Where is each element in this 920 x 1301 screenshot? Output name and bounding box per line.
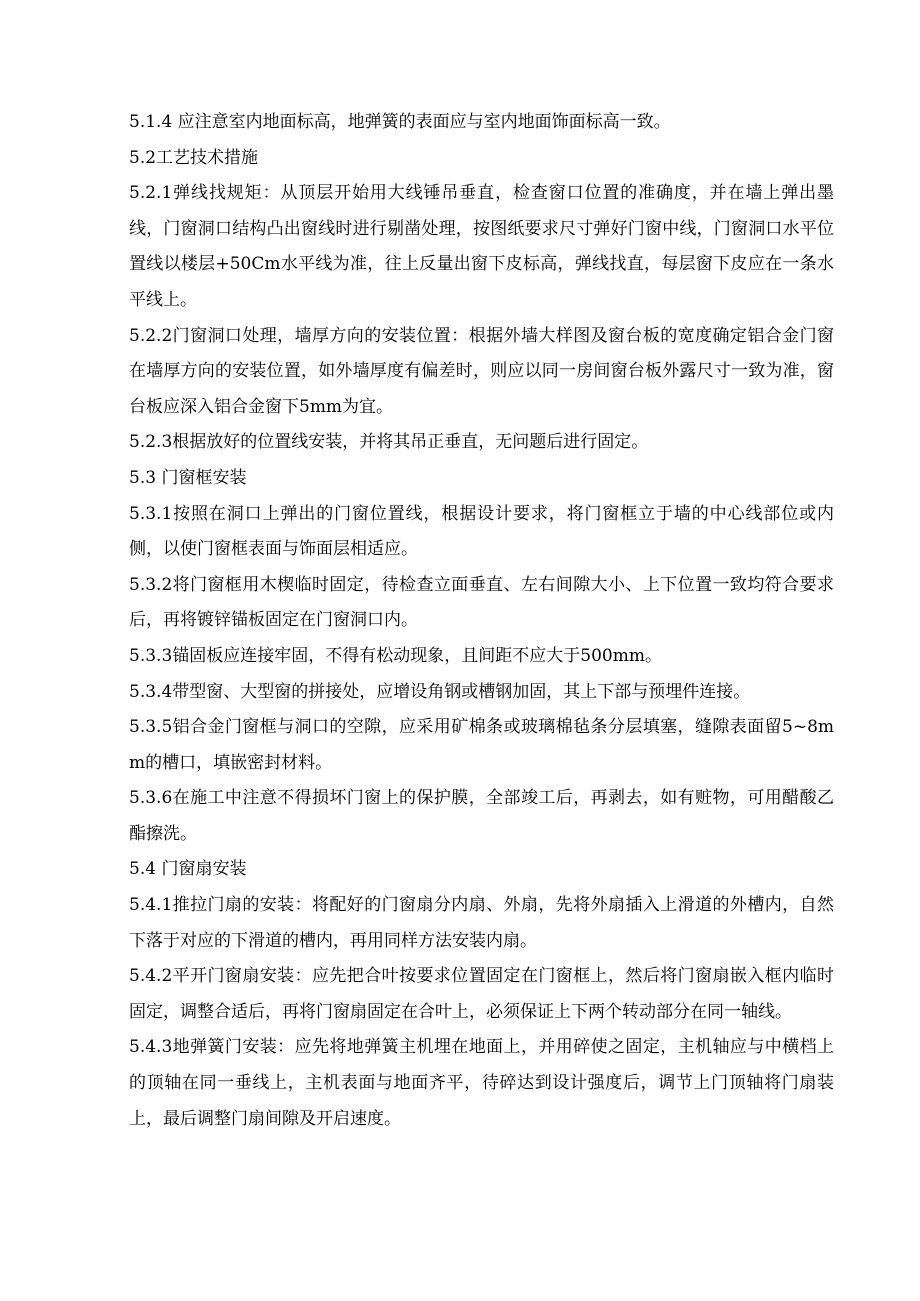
paragraph-5-3-3: 5.3.3锚固板应连接牢固，不得有松动现象，且间距不应大于500mm。 — [129, 645, 662, 666]
paragraph-5-4-3: 5.4.3地弹簧门安装：应先将地弹簧主机埋在地面上，并用碎使之固定，主机轴应与中横档上的顶轴在同一垂线上，主机表面与地面齐平，待碎达到设计强度后，调节上门顶轴将门扇装上，最后调整门扇间隙及开启速度。 — [129, 1037, 834, 1129]
paragraph-5-3-1: 5.3.1按照在洞口上弹出的门窗位置线，根据设计要求，将门窗框立于墙的中心线部位或内侧，以使门窗框表面与饰面层相适应。 — [129, 503, 834, 560]
paragraph-5-3-5: 5.3.5铝合金门窗框与洞口的空隙，应采用矿棉条或玻璃棉毡条分层填塞，缝隙表面留5~8mm的槽口，填嵌密封材料。 — [129, 717, 834, 773]
paragraph-5-4-1: 5.4.1推拉门扇的安装：将配好的门窗扇分内扇、外扇，先将外扇插入上滑道的外槽内，自然下落于对应的下滑道的槽内，再用同样方法安装内扇。 — [129, 895, 834, 951]
section-heading-5-3: 5.3 门窗框安装 — [129, 467, 247, 488]
paragraph-5-3-2: 5.3.2将门窗框用木楔临时固定，待检查立面垂直、左右间隙大小、上下位置一致均符合要求后，再将镀锌锚板固定在门窗洞口内。 — [129, 574, 834, 631]
paragraph-5-4-2: 5.4.2平开门窗扇安装：应先把合叶按要求位置固定在门窗框上，然后将门窗扇嵌入框内临时固定，调整合适后，再将门窗扇固定在合叶上，必须保证上下两个转动部分在同一轴线。 — [129, 966, 834, 1022]
paragraph-5-3-6: 5.3.6在施工中注意不得损坏门窗上的保护膜，全部竣工后，再剥去，如有赃物，可用醋酸乙酯擦洗。 — [129, 788, 834, 844]
document-page — [129, 105, 834, 1137]
paragraph-5-2-3: 5.2.3根据放好的位置线安装，并将其吊正垂直，无问题后进行固定。 — [129, 432, 649, 453]
paragraph-5-2-1: 5.2.1弹线找规矩：从顶层开始用大线锤吊垂直，检查窗口位置的准确度，并在墙上弹出墨线，门窗洞口结构凸出窗线时进行剔凿处理，按图纸要求尺寸弹好门窗中线，门窗洞口水平位置线以楼层+50Cm水平线为准，往上反量出窗下皮标高，弹线找直，每层窗下皮应在一条水平线上。 — [129, 183, 834, 310]
paragraph-5-2-2: 5.2.2门窗洞口处理，墙厚方向的安装位置：根据外墙大样图及窗台板的宽度确定铝合金门窗在墙厚方向的安装位置，如外墙厚度有偏差时，则应以同一房间窗台板外露尺寸一致为准，窗台板应深入铝合金窗下5mm为宜。 — [129, 325, 834, 417]
section-heading-5-4: 5.4 门窗扇安装 — [129, 859, 247, 880]
paragraph-5-1-4: 5.1.4 应注意室内地面标高，地弹簧的表面应与室内地面饰面标高一致。 — [129, 112, 671, 132]
section-heading-5-2: 5.2工艺技术措施 — [129, 147, 259, 168]
paragraph-5-3-4: 5.3.4带型窗、大型窗的拼接处，应增设角钢或槽钢加固，其上下部与预埋件连接。 — [129, 681, 751, 702]
